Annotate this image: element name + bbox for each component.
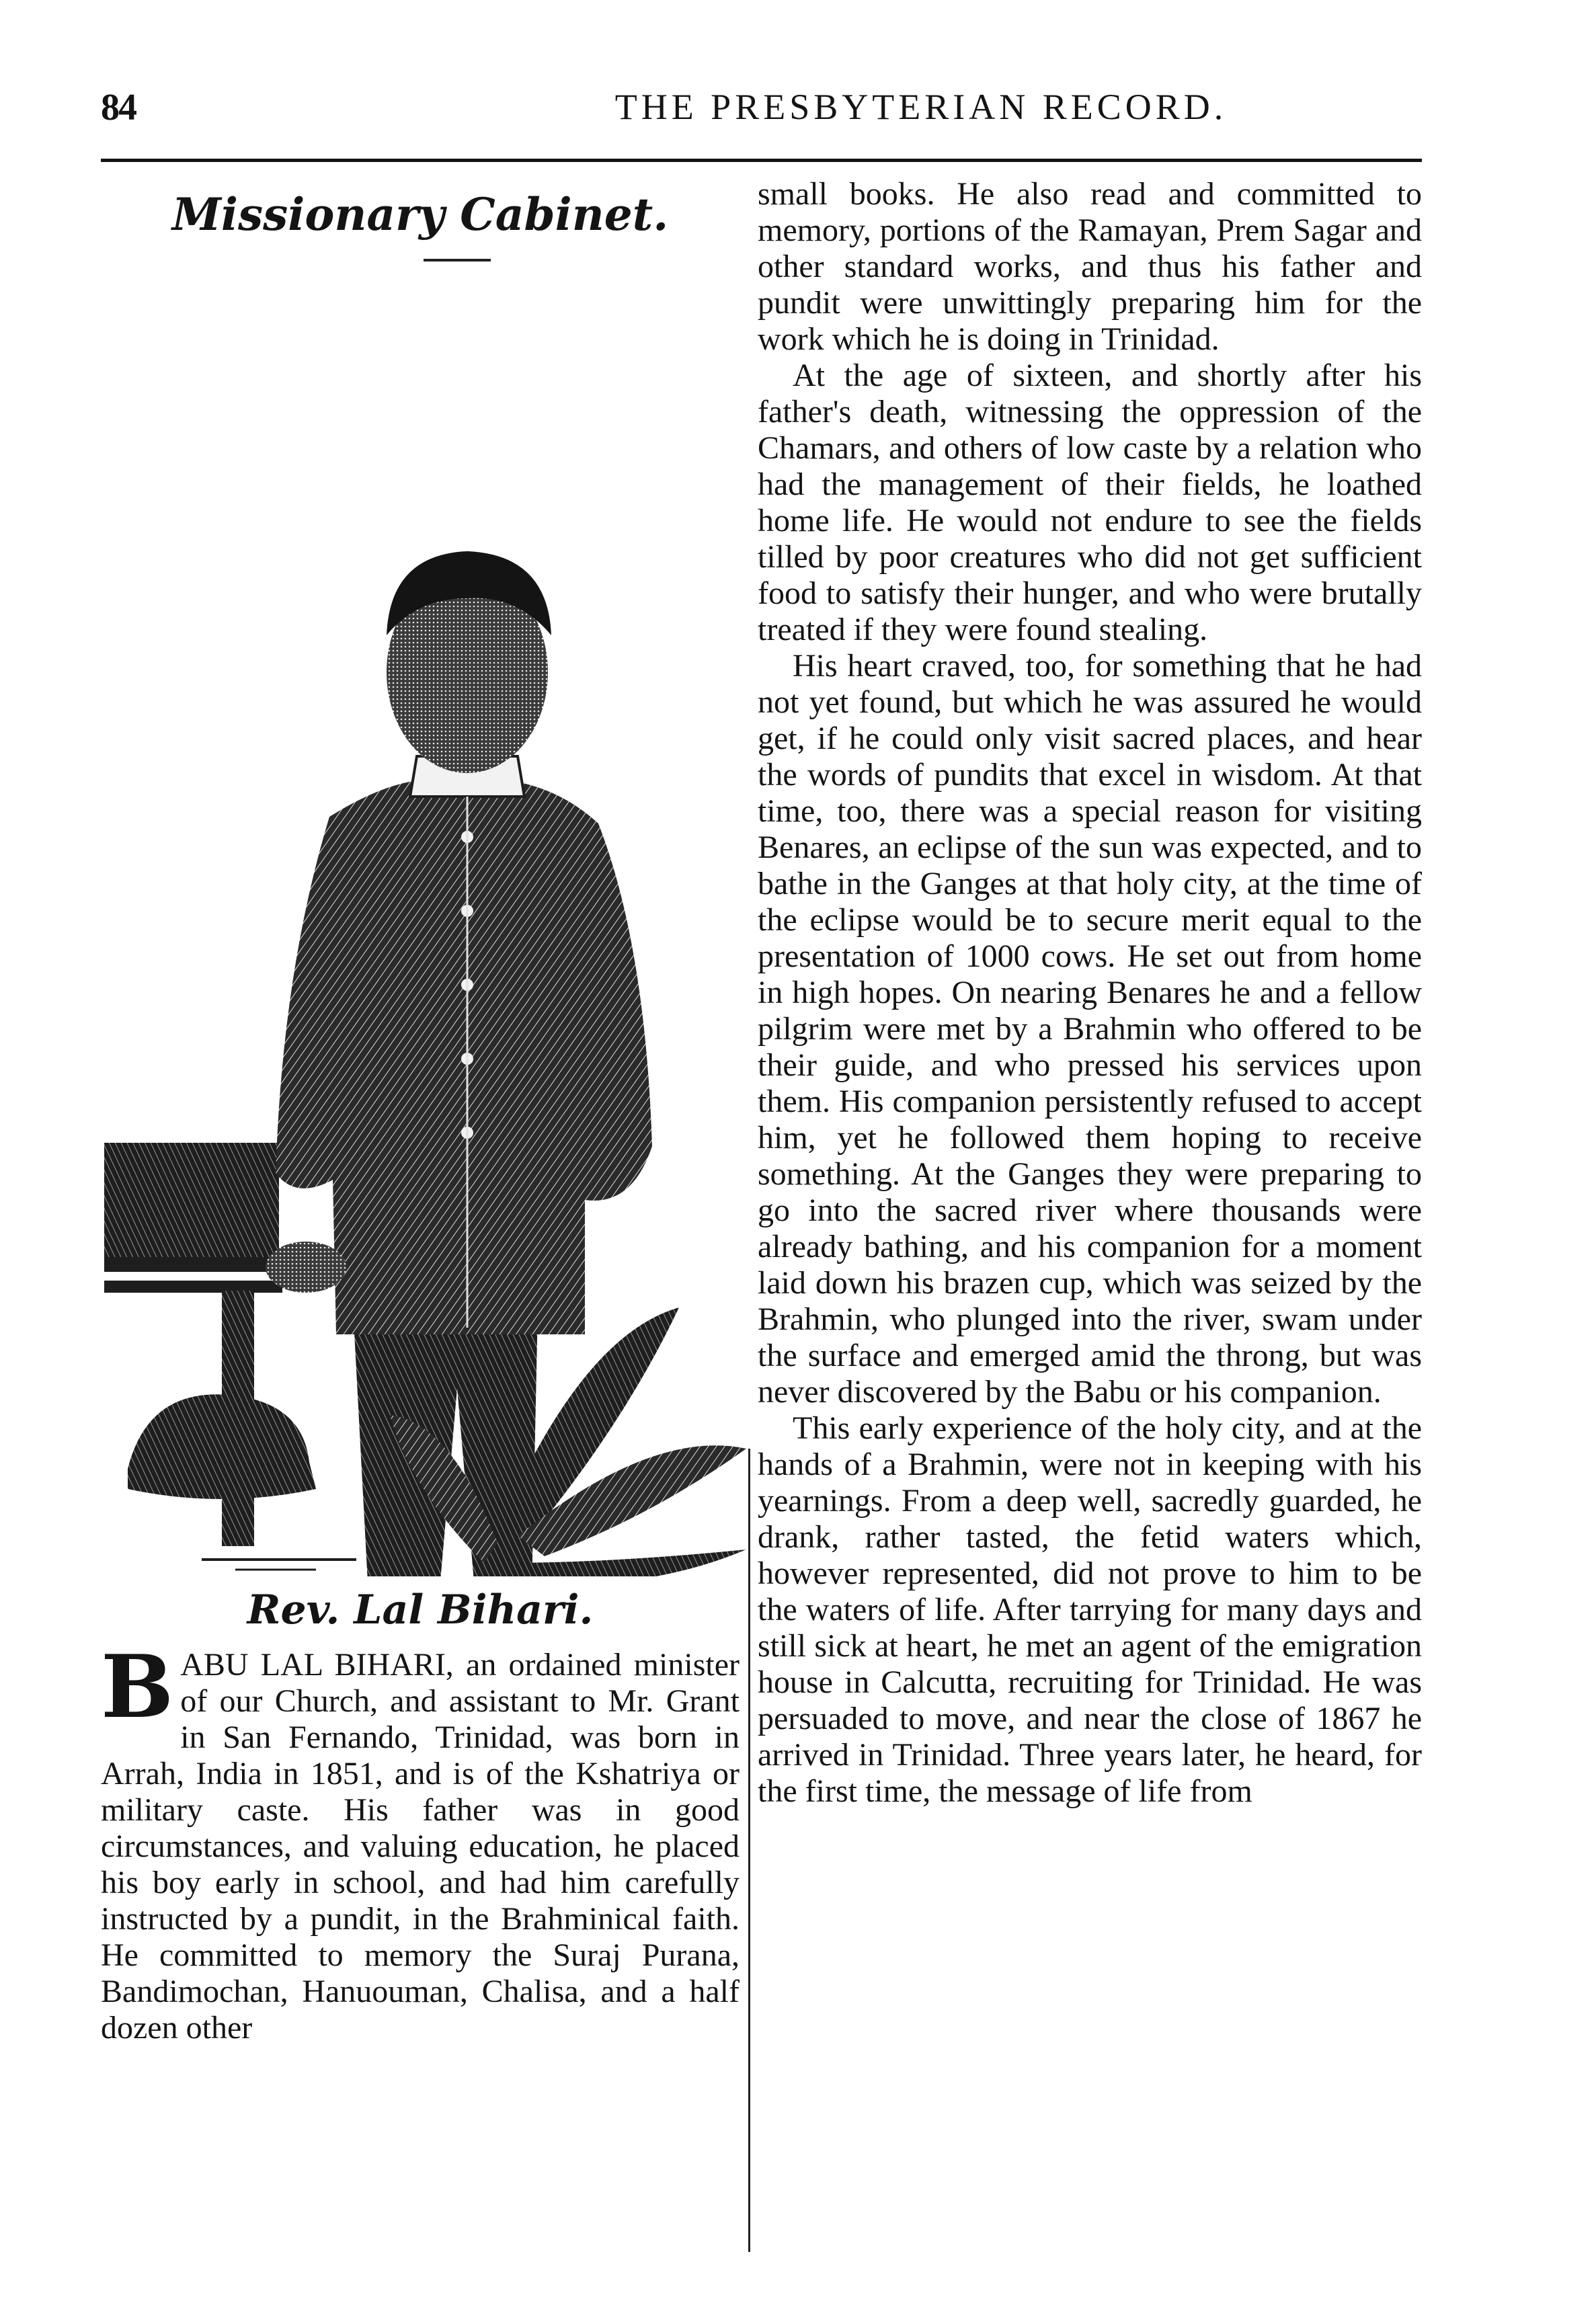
page-header	[0, 0, 1596, 168]
paragraph-text: ABU LAL BIHARI, an ordained minister of our Church, and assistant to Mr. Grant in San Fernando, Trinidad, was born in Arrah, India in 1851, and is of the Kshatriya or military caste. His father was in good circumstances, and valuing education, he placed his boy early in school, and had him carefully instructed by a pundit, in the Brahminical faith. He committed to memory the Suraj Purana, Bandimochan, Hanuouman, Chalisa, and a half dozen other	[101, 1647, 740, 2046]
section-heading: Missionary Cabinet.	[171, 188, 669, 241]
running-title: THE PRESBYTERIAN RECORD.	[614, 87, 1228, 127]
right-column	[758, 176, 1422, 1810]
portrait-engraving-icon	[101, 286, 773, 1576]
heading-rule	[424, 259, 491, 261]
header-rule	[101, 159, 1422, 162]
portrait-caption: Rev. Lal Bihari.	[247, 1586, 594, 1634]
drop-cap: B	[101, 1637, 174, 1738]
left-column-text	[101, 1637, 740, 2046]
paragraph: His heart craved, too, for something that he had not yet found, but which he was assured he would get, if he could only visit sacred places, and hear the words of pundits that excel in wisdom. At that time, too, there was a special reason for visiting Benares, an eclipse of the sun was expected, and to bathe in the Ganges at that holy city, at the time of the eclipse would be to secure merit equal to the presentation of 1000 cows. He set out from home in high hopes. On nearing Benares he and a fellow pilgrim were met by a Brahmin who offered to be their guide, and who pressed his services upon them. His companion persistently refused to accept him, yet he followed them hoping to receive something. At the Ganges they were preparing to go into the sacred river where thousands were already bathing, and his companion for a moment laid down his brazen cup, which was seized by the Brahmin, who plunged into the river, swam under the surface and emerged amid the throng, but was never discovered by the Babu or his companion.	[758, 648, 1422, 1410]
paragraph: This early experience of the holy city, and at the hands of a Brahmin, were not in keeping with his yearnings. From a deep well, sacredly guarded, he drank, rather tasted, the fetid waters which, however represented, did not prove to him to be the waters of life. After tarrying for many days and still sick at heart, he met an agent of the emigration house in Calcutta, recruiting for Trinidad. He was persuaded to move, and near the close of 1867 he arrived in Trinidad. Three years later, he heard, for the first time, the message of life from	[758, 1410, 1422, 1809]
paragraph: At the age of sixteen, and shortly after his father's death, witnessing the oppression of the Chamars, and others of low caste by a relation who had the management of their fields, he loathed home life. He would not endure to see the fields tilled by poor creatures who did not get sufficient food to satisfy their hunger, and who were brutally treated if they were found stealing.	[758, 358, 1422, 647]
page-number: 84	[101, 87, 136, 128]
paragraph	[101, 1637, 740, 2046]
paragraph: small books. He also read and committed to memory, portions of the Ramayan, Prem Sagar and other standard works, and thus his father and pundit were unwittingly preparing him for the work which he is doing in Trinidad.	[758, 176, 1422, 357]
